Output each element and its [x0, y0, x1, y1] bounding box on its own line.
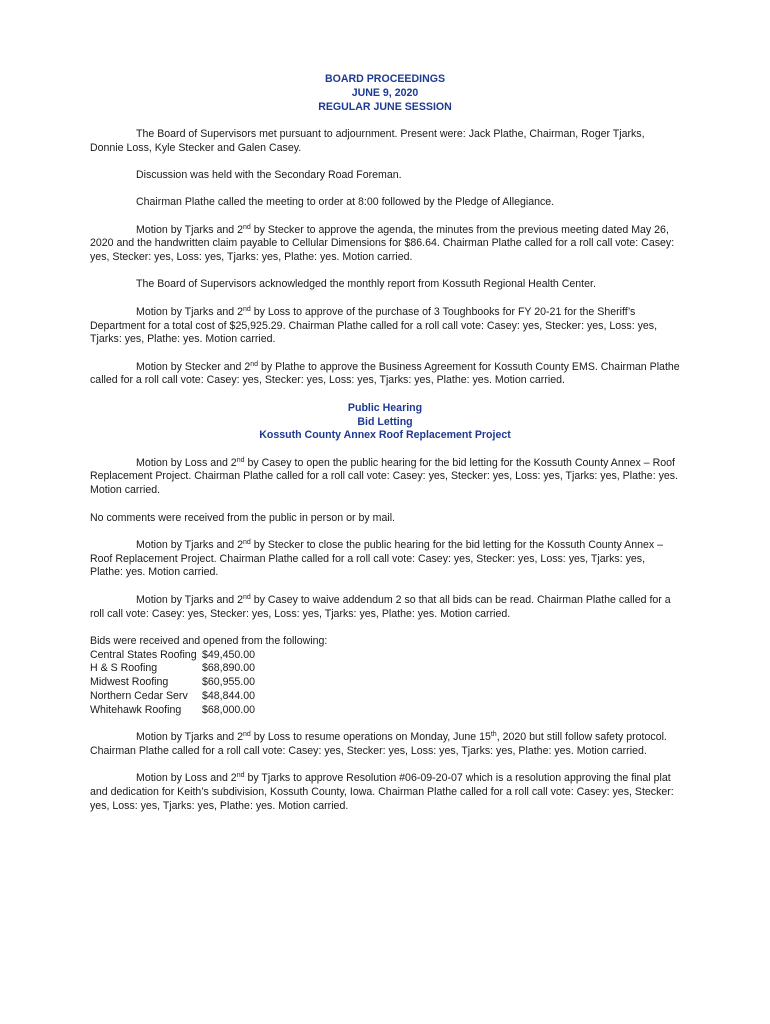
bids-intro: Bids were received and opened from the following: [90, 634, 328, 647]
section-line-1: Public Hearing [347, 401, 423, 414]
paragraph-resume-operations: Motion by Tjarks and 2nd by Loss to resume operations on Monday, June 15th, 2020 but still follow safety protocol. Chairman Plathe called for a roll call vote: Casey: yes, Stecker: yes, Loss: yes, Tjarks: yes, Plathe: yes. Motion carried. [90, 731, 667, 757]
bid-name: Central States Roofing [90, 648, 197, 661]
bid-amount: $68,000.00 [202, 703, 256, 716]
paragraph-motion-agenda: Motion by Tjarks and 2nd by Stecker to approve the agenda, the minutes from the previous meeting dated May 26, 2020 and the handwritten claim payable to Cellular Dimensions for $86.64. Chairman Plathe called for a roll call vote: Casey: yes, Stecker: yes, Loss: yes, Tjarks: yes, Plathe: yes. Motion carried. [90, 223, 675, 264]
paragraph-close-hearing: Motion by Tjarks and 2nd by Stecker to close the public hearing for the bid letting for the Kossuth County Annex – Roof Replacement Project. Chairman Plathe called for a roll call vote: Casey: yes, Stecker: yes, Loss: yes, Tjarks: yes, Plathe: yes. Motion carried. [90, 538, 664, 579]
bid-name: Northern Cedar Serv [90, 690, 188, 702]
section-heading [90, 402, 680, 443]
table-row [90, 704, 680, 718]
paragraph-motion-ems: Motion by Stecker and 2nd by Plathe to approve the Business Agreement for Kossuth County EMS. Chairman Plathe called for a roll call vote: Casey: yes, Stecker: yes, Loss: yes, Tjarks: yes, Plathe: yes. Motion carried. [90, 360, 680, 387]
bid-amount: $49,450.00 [202, 648, 256, 661]
paragraph-waive-addendum: Motion by Tjarks and 2nd by Casey to waive addendum 2 so that all bids can be read. Chairman Plathe called for a roll call vote: Casey: yes, Stecker: yes, Loss: yes, Tjarks: yes, Plathe: yes. Motion carried. [90, 593, 671, 620]
section-line-3: Kossuth County Annex Roof Replacement Project [259, 429, 511, 442]
paragraph-no-comments: No comments were received from the public in person or by mail. [90, 511, 395, 524]
table-row [90, 662, 680, 676]
bid-name: Midwest Roofing [90, 676, 169, 689]
table-row [90, 649, 680, 663]
document-body [90, 73, 680, 827]
title-line-1: BOARD PROCEEDINGS [324, 73, 446, 85]
title-line-3: REGULAR JUNE SESSION [318, 100, 452, 113]
title-line-2: JUNE 9, 2020 [351, 86, 419, 99]
paragraph-resolution: Motion by Loss and 2nd by Tjarks to approve Resolution #06-09-20-07 which is a resolution approving the final plat and dedication for Keith’s subdivision, Kossuth County, Iowa. Chairman Plathe called for a roll call vote: Casey: yes, Stecker: yes, Loss: yes, Tjarks: yes, Plathe: yes. Motion carried. [90, 772, 674, 812]
paragraph-health-report: The Board of Supervisors acknowledged the monthly report from Kossuth Regional Health Center. [136, 278, 596, 291]
document-title [90, 73, 680, 114]
paragraph-call-to-order: Chairman Plathe called the meeting to order at 8:00 followed by the Pledge of Allegiance. [136, 196, 555, 209]
bid-amount: $48,844.00 [202, 690, 256, 702]
paragraph-motion-toughbooks: Motion by Tjarks and 2nd by Loss to approve of the purchase of 3 Toughbooks for FY 20-21 for the Sheriff’s Department for a total cost of $25,925.29. Chairman Plathe called for a roll call vote: Casey: yes, Stecker: yes, Loss: yes, Tjarks: yes, Plathe: yes. Motion carried. [90, 305, 658, 346]
bids-list [90, 635, 680, 718]
bid-name: Whitehawk Roofing [90, 703, 182, 716]
table-row [90, 676, 680, 690]
section-line-2: Bid Letting [357, 415, 413, 428]
bid-name: H & S Roofing [90, 662, 158, 675]
table-row [90, 690, 680, 704]
paragraph-discussion: Discussion was held with the Secondary Road Foreman. [136, 168, 402, 181]
paragraph-open-hearing: Motion by Loss and 2nd by Casey to open the public hearing for the bid letting for the Kossuth County Annex – Roof Replacement Project. Chairman Plathe called for a roll call vote: Casey: yes, Stecker: yes, Loss: yes, Tjarks: yes, Plathe: yes. Motion carried. [90, 456, 679, 497]
paragraph-attendance: The Board of Supervisors met pursuant to adjournment. Present were: Jack Plathe, Chairman, Roger Tjarks, Donnie Loss, Kyle Stecker and Galen Casey. [90, 127, 645, 154]
bid-amount: $68,890.00 [202, 662, 256, 675]
bid-amount: $60,955.00 [202, 676, 256, 689]
